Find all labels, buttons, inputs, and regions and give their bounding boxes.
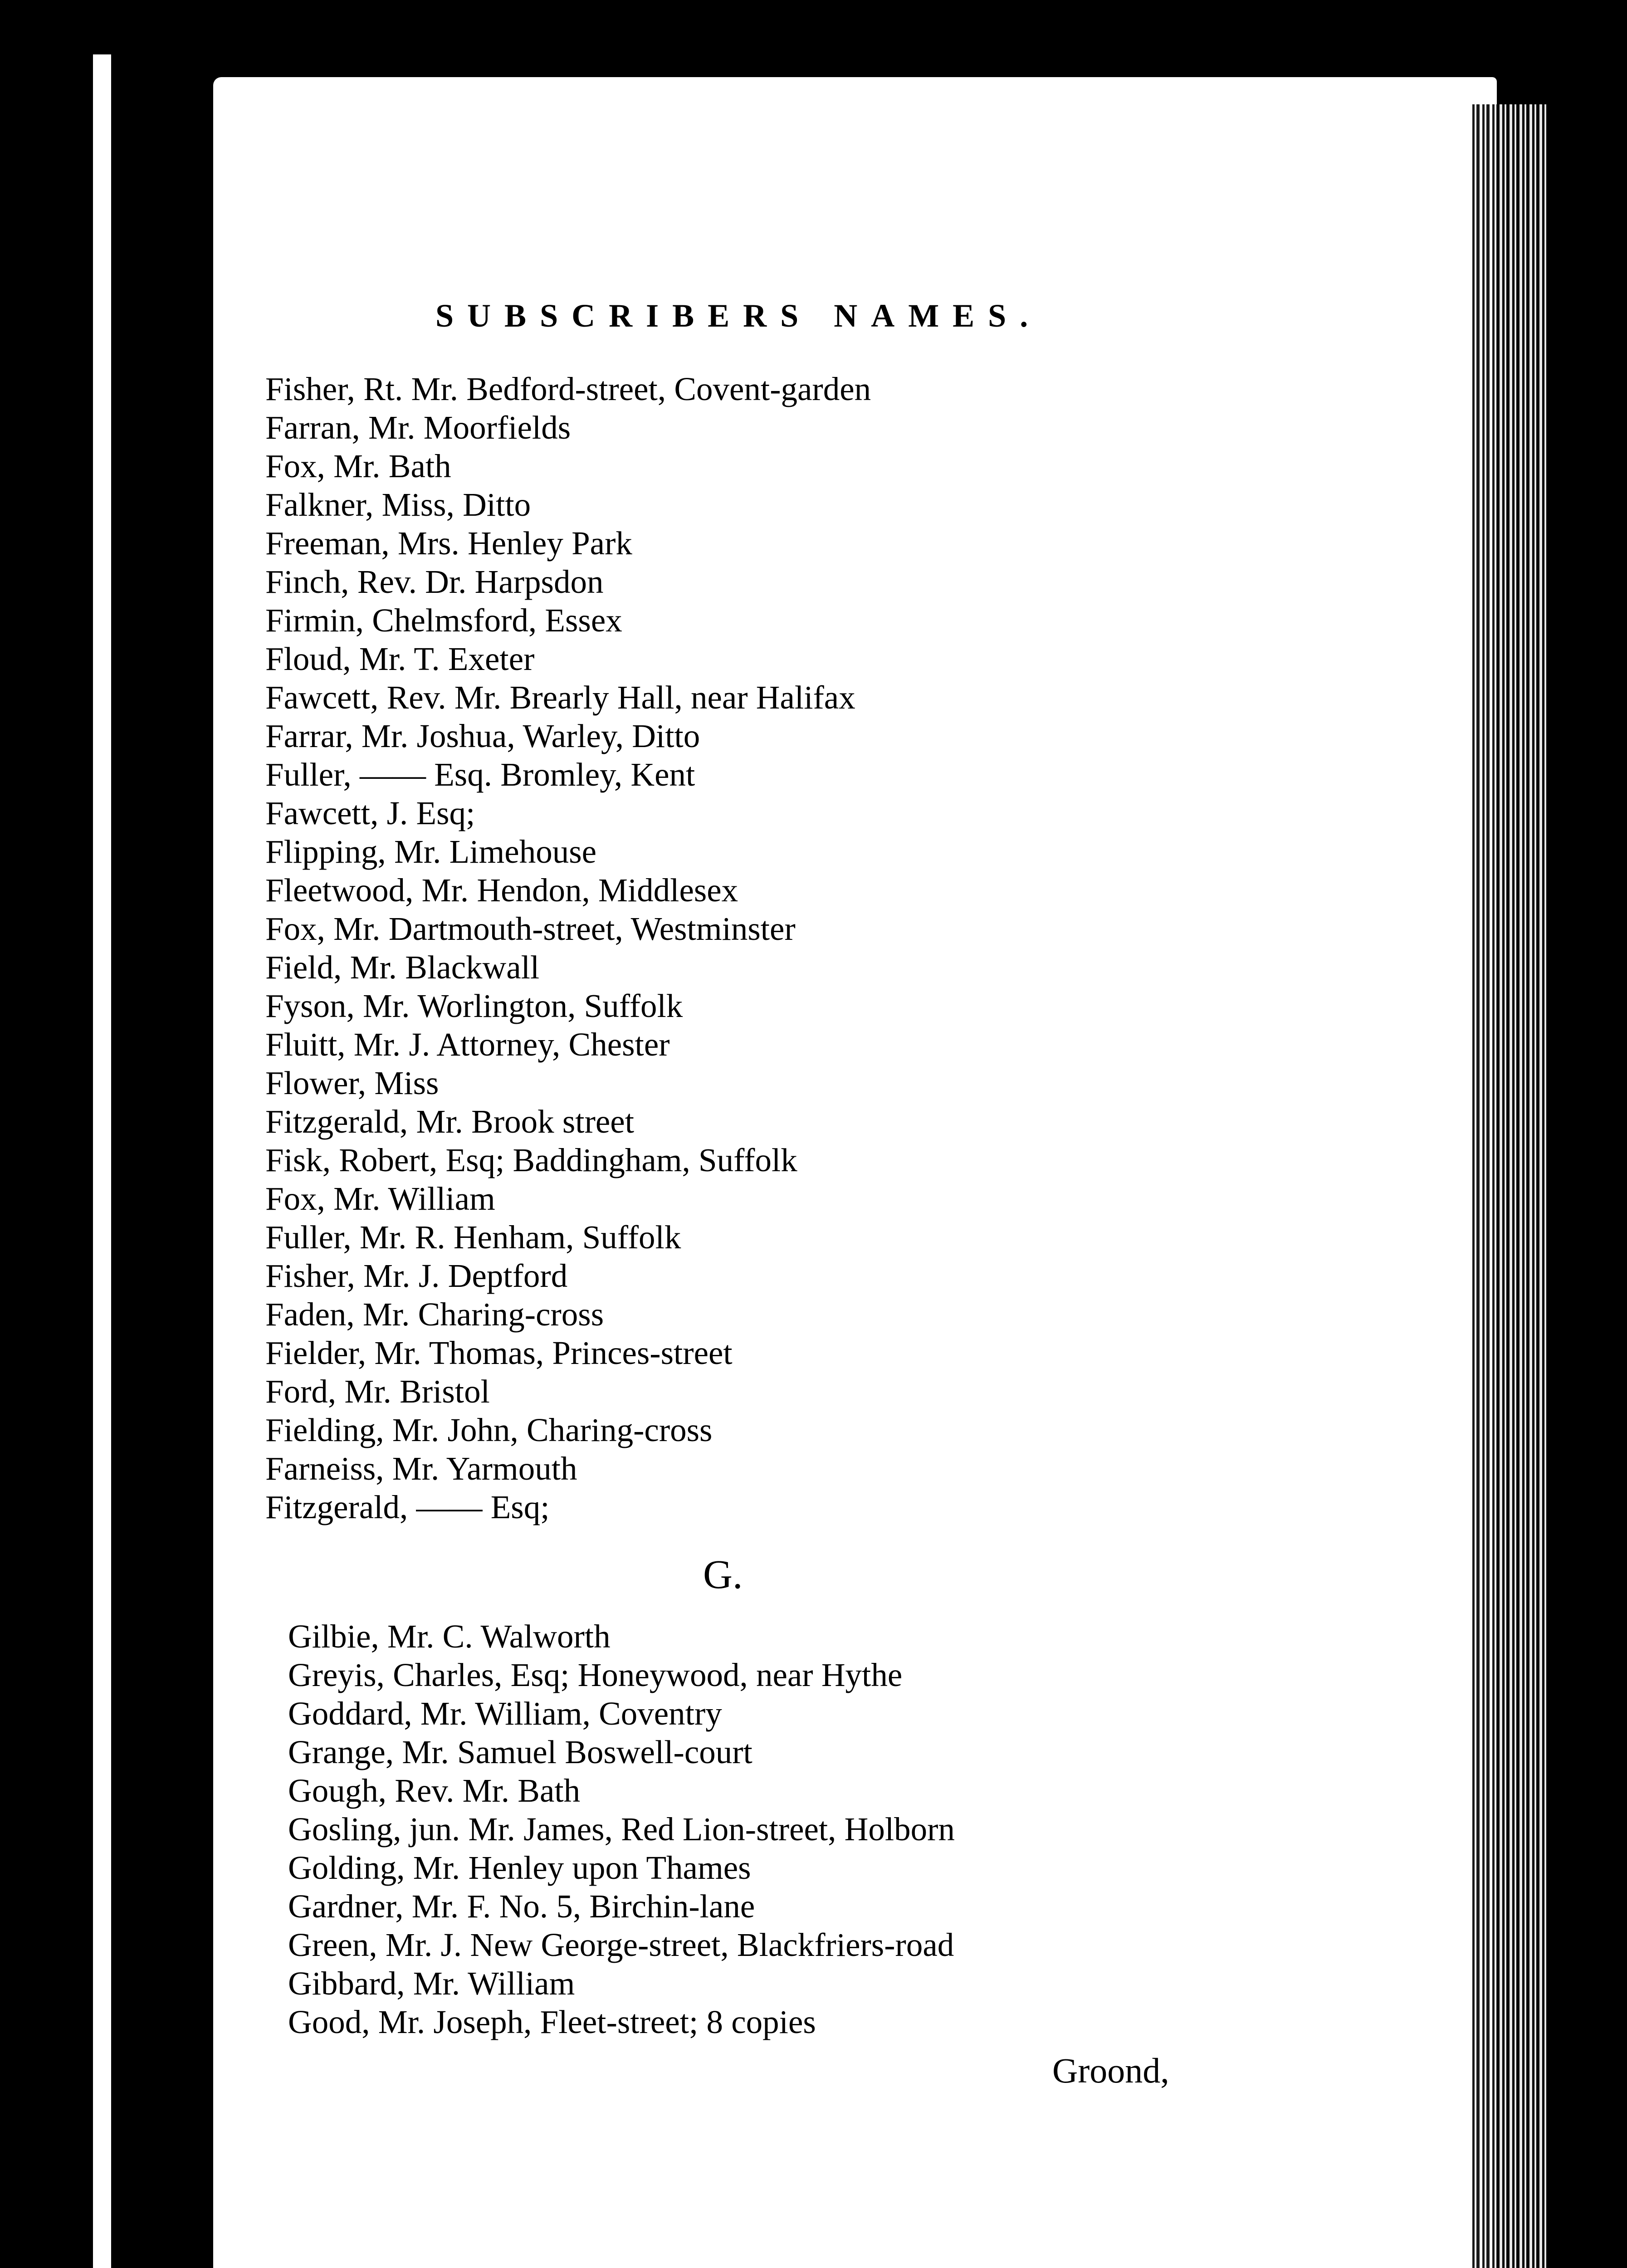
list-item: Fisher, Rt. Mr. Bedford-street, Covent-garden — [265, 371, 871, 407]
list-item: Flipping, Mr. Limehouse — [265, 833, 596, 870]
list-item: Gough, Rev. Mr. Bath — [288, 1772, 581, 1809]
list-item: Field, Mr. Blackwall — [265, 949, 540, 986]
list-item: Green, Mr. J. New George-street, Blackfriers-road — [288, 1926, 954, 1963]
list-item: Falkner, Miss, Ditto — [265, 486, 531, 523]
list-item: Fawcett, J. Esq; — [265, 795, 475, 831]
spine-edge — [93, 54, 111, 2268]
list-item: Flower, Miss — [265, 1065, 439, 1101]
list-item: Farrar, Mr. Joshua, Warley, Ditto — [265, 718, 700, 754]
list-item: Fox, Mr. Dartmouth-street, Westminster — [265, 910, 796, 947]
section-heading-g: G. — [703, 1552, 743, 1597]
list-item: Fluitt, Mr. J. Attorney, Chester — [265, 1026, 670, 1063]
list-item: Greyis, Charles, Esq; Honeywood, near Hythe — [288, 1657, 903, 1693]
list-item: Goddard, Mr. William, Coventry — [288, 1695, 722, 1732]
list-item: Grange, Mr. Samuel Boswell-court — [288, 1734, 752, 1770]
list-item: Fisher, Mr. J. Deptford — [265, 1257, 568, 1294]
list-item: Good, Mr. Joseph, Fleet-street; 8 copies — [288, 2004, 816, 2040]
list-item: Ford, Mr. Bristol — [265, 1373, 490, 1410]
list-item: Gilbie, Mr. C. Walworth — [288, 1618, 611, 1655]
list-item: Golding, Mr. Henley upon Thames — [288, 1849, 751, 1886]
list-item: Fitzgerald, —— Esq; — [265, 1489, 550, 1525]
list-item: Fyson, Mr. Worlington, Suffolk — [265, 987, 683, 1024]
list-item: Farran, Mr. Moorfields — [265, 409, 571, 446]
catchword: Groond, — [1052, 2051, 1169, 2090]
list-item: Gibbard, Mr. William — [288, 1965, 575, 2002]
page-header: SUBSCRIBERS NAMES. — [435, 298, 1042, 334]
list-item: Fox, Mr. William — [265, 1180, 495, 1217]
list-item: Firmin, Chelmsford, Essex — [265, 602, 622, 639]
list-item: Fawcett, Rev. Mr. Brearly Hall, near Halifax — [265, 679, 855, 716]
list-item: Fitzgerald, Mr. Brook street — [265, 1103, 634, 1140]
list-item: Freeman, Mrs. Henley Park — [265, 525, 632, 562]
list-item: Floud, Mr. T. Exeter — [265, 640, 535, 677]
list-item: Fox, Mr. Bath — [265, 448, 451, 484]
list-item: Fuller, Mr. R. Henham, Suffolk — [265, 1219, 681, 1256]
page-edges — [1470, 104, 1547, 2268]
list-item: Fielding, Mr. John, Charing-cross — [265, 1412, 713, 1448]
list-item: Faden, Mr. Charing-cross — [265, 1296, 604, 1333]
subscriber-list-f — [265, 370, 1354, 1526]
list-item: Gosling, jun. Mr. James, Red Lion-street, Holborn — [288, 1811, 955, 1848]
list-item: Fisk, Robert, Esq; Baddingham, Suffolk — [265, 1142, 797, 1178]
list-item: Gardner, Mr. F. No. 5, Birchin-lane — [288, 1888, 755, 1925]
list-item: Finch, Rev. Dr. Harpsdon — [265, 563, 604, 600]
list-item: Fielder, Mr. Thomas, Princes-street — [265, 1334, 733, 1371]
list-item: Fuller, —— Esq. Bromley, Kent — [265, 756, 695, 793]
list-item: Fleetwood, Mr. Hendon, Middlesex — [265, 872, 738, 909]
subscriber-list-g — [288, 1617, 1377, 2041]
list-item: Farneiss, Mr. Yarmouth — [265, 1450, 577, 1487]
